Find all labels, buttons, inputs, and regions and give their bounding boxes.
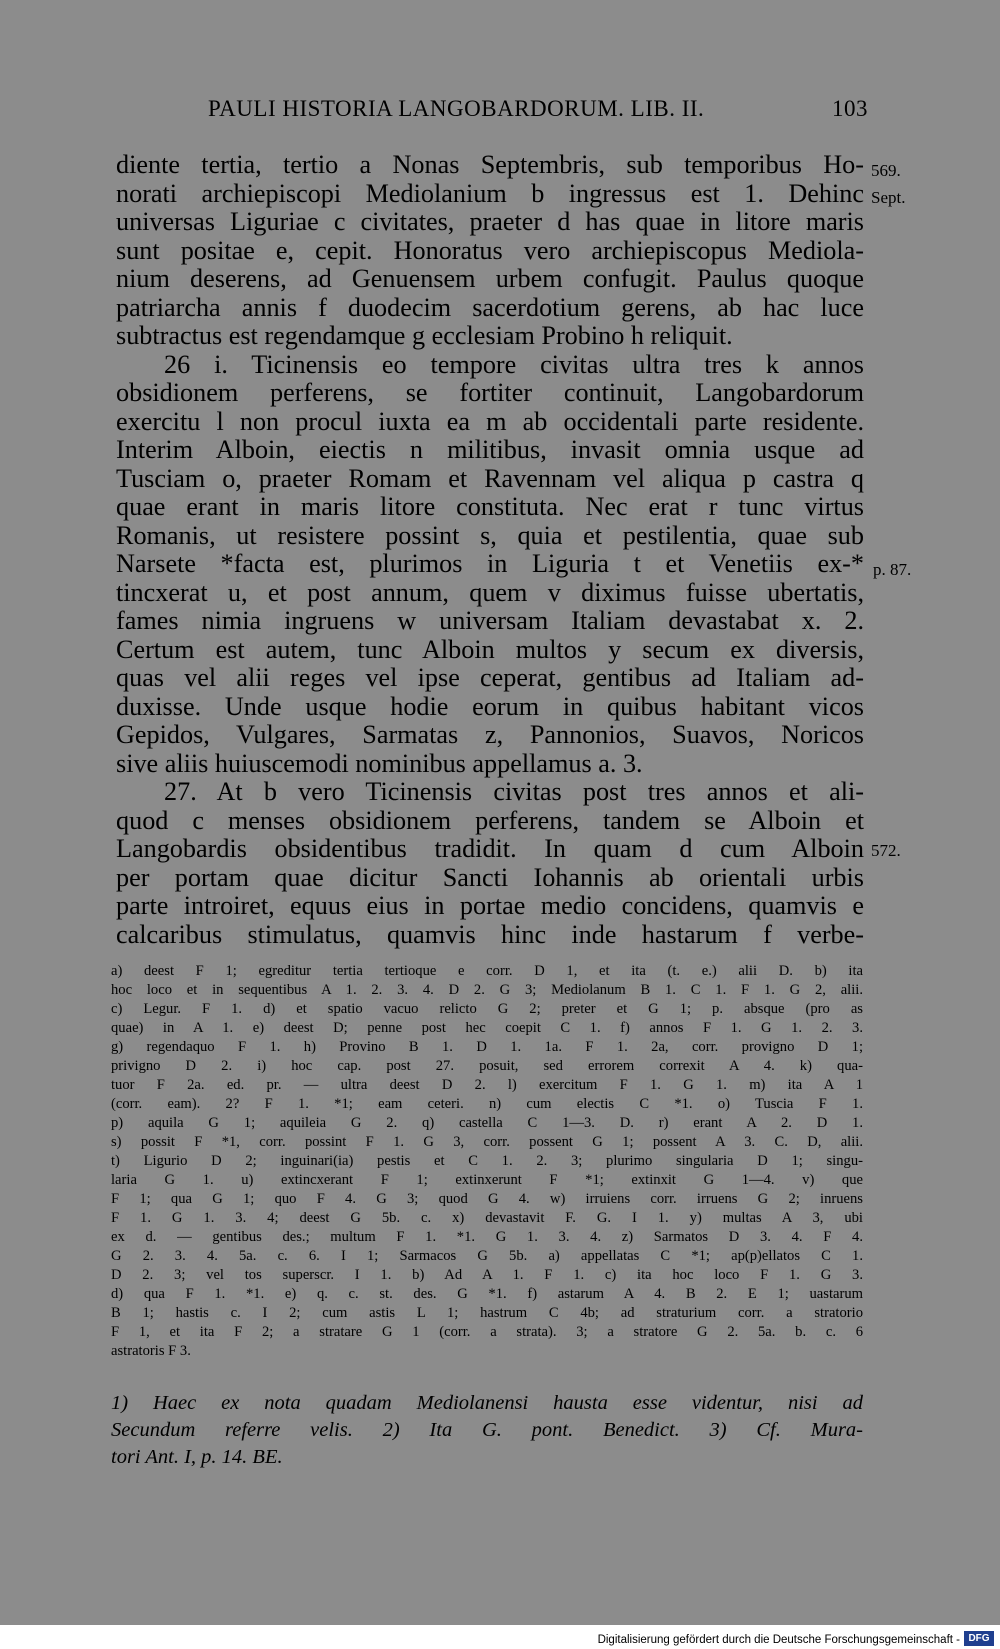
apparatus-line: t) Ligurio D 2; inguinari(ia) pestis et C 1. 2. 3; plurimo singularia D 1; singu-	[111, 1153, 863, 1169]
footnote-line: Secundum referre velis. 2) Ita G. pont. Benedict. 3) Cf. Mura-	[111, 1419, 863, 1441]
apparatus-line: F 1. G 1. 3. 4; deest G 5b. c. x) devastavit F. G. I 1. y) multas A 3, ubi	[111, 1210, 863, 1226]
chapter-start-26: 26 i. Ticinensis eo tempore civitas ultra tres k annos	[164, 349, 864, 379]
footnotes	[111, 1390, 863, 1471]
margin-month-sept: Sept.	[871, 188, 906, 207]
apparatus-line: tuor F 2a. ed. pr. — ultra deest D 2. l) exercitum F 1. G 1. m) ita A 1	[111, 1077, 863, 1093]
apparatus-line: astratoris F 3.	[111, 1343, 191, 1359]
text-line: tincxerat u, et post annum, quem v diximus fuisse ubertatis,	[116, 577, 864, 607]
apparatus-line: a) deest F 1; egreditur tertia tertioque e corr. D 1, et ita (t. e.) alii D. b) ita	[111, 963, 863, 979]
main-text	[116, 151, 864, 949]
dfg-logo: DFG	[964, 1631, 994, 1646]
chapter-start-27: 27. At b vero Ticinensis civitas post tres annos et ali-	[164, 777, 864, 806]
text-line: parte introiret, equus eius in portae medio concidens, quamvis e	[116, 891, 864, 920]
text-line: duxisse. Unde usque hodie eorum in quibus habitant vicos	[116, 691, 864, 721]
footnote-line: 1) Haec ex nota quadam Mediolanensi hausta esse videntur, nisi ad	[111, 1392, 863, 1414]
text-line: Tusciam o, praeter Romam et Ravennam vel aliqua p castra q	[116, 463, 864, 493]
funding-credit: Digitalisierung gefördert durch die Deutsche Forschungsgemeinschaft -	[597, 1634, 960, 1646]
text-line: quod c menses obsidionem perferens, tandem se Alboin et	[116, 805, 864, 835]
text-line: obsidionem perferens, se fortiter continuit, Langobardorum	[116, 378, 864, 407]
text-line: exercitu l non procul iuxta ea m ab occidentali parte residente.	[116, 406, 864, 436]
text-line: Romanis, ut resistere possint s, quia et pestilentia, quae sub	[116, 520, 864, 550]
margin-year-572: 572.	[871, 841, 901, 860]
apparatus-line: F 1, et ita F 2; a stratare G 1 (corr. a strata). 3; a stratore G 2. 5a. b. c. 6	[111, 1324, 863, 1340]
apparatus-line: G 2. 3. 4. 5a. c. 6. I 1; Sarmacos G 5b. a) appellatas C *1; ap(p)ellatos C 1.	[111, 1248, 863, 1264]
text-line: sunt positae e, cepit. Honoratus vero archiepiscopus Mediola-	[116, 235, 864, 265]
apparatus-line: hoc loco et in sequentibus A 1. 2. 3. 4. D 2. G 3; Mediolanum B 1. C 1. F 1. G 2, alii.	[111, 982, 863, 998]
text-line: diente tertia, tertio a Nonas Septembris, sub temporibus Ho-	[116, 150, 864, 179]
apparatus-line: privigno D 2. i) hoc cap. post 27. posuit, sed errorem correxit A 4. k) qua-	[111, 1058, 863, 1074]
footer-bar	[0, 1625, 1000, 1649]
text-line: patriarcha annis f duodecim sacerdotium gerens, ab hac luce	[116, 292, 864, 322]
apparatus-line: c) Legur. F 1. d) et spatio vacuo relicto G 2; preter et G 1; p. absque (pro as	[111, 1001, 863, 1017]
margin-page-ref: p. 87.	[873, 560, 912, 579]
running-header	[208, 96, 868, 132]
apparatus-line: ex d. — gentibus des.; multum F 1. *1. G 1. 3. 4. z) Sarmatos D 3. 4. F 4.	[111, 1229, 863, 1245]
text-line: Certum est autem, tunc Alboin multos y secum ex diversis,	[116, 634, 864, 664]
critical-apparatus	[111, 962, 863, 1361]
text-line: fames nimia ingruens w universam Italiam devastabat x. 2.	[116, 606, 864, 635]
running-title: PAULI HISTORIA LANGOBARDORUM. LIB. II.	[208, 96, 705, 121]
text-line: Interim Alboin, eiectis n militibus, invasit omnia usque ad	[116, 435, 864, 464]
page-number: 103	[832, 96, 868, 121]
text-line: norati archiepiscopi Mediolanium b ingressus est 1. Dehinc	[116, 178, 864, 208]
margin-year-569: 569.	[871, 161, 901, 180]
text-line: Narsete *facta est, plurimos in Liguria t et Venetiis ex-*	[116, 549, 864, 578]
footnote-line: tori Ant. I, p. 14. BE.	[111, 1446, 283, 1468]
apparatus-line: s) possit F *1, corr. possint F 1. G 3, corr. possent G 1; possent A 3. C. D, alii.	[111, 1134, 863, 1150]
text-line: quas vel alii reges vel ipse ceperat, gentibus ad Italiam ad-	[116, 663, 864, 692]
apparatus-line: quae) in A 1. e) deest D; penne post hec coepit C 1. f) annos F 1. G 1. 2. 3.	[111, 1020, 863, 1036]
text-line: Gepidos, Vulgares, Sarmatas z, Pannonios, Suavos, Noricos	[116, 720, 864, 749]
text-line: sive aliis huiuscemodi nominibus appellamus a. 3.	[116, 748, 643, 778]
text-line: nium deserens, ad Genuensem urbem confugit. Paulus quoque	[116, 264, 864, 293]
apparatus-line: laria G 1. u) extincxerant F 1; extinxerunt F *1; extinxit G 1—4. v) que	[111, 1172, 863, 1188]
text-line: subtractus est regendamque g ecclesiam Probino h reliquit.	[116, 321, 733, 350]
text-line: calcaribus stimulatus, quamvis hinc inde hastarum f verbe-	[116, 919, 864, 949]
apparatus-line: (corr. eam). 2? F 1. *1; eam ceteri. n) cum electis C *1. o) Tuscia F 1.	[111, 1096, 863, 1112]
text-line: universas Liguriae c civitates, praeter d has quae in litore maris	[116, 207, 864, 236]
text-line: per portam quae dicitur Sancti Iohannis ab orientali urbis	[116, 862, 864, 892]
apparatus-line: d) qua F 1. *1. e) q. c. st. des. G *1. f) astarum A 4. B 2. E 1; uastarum	[111, 1286, 863, 1302]
text-line: Langobardis obsidentibus tradidit. In quam d cum Alboin	[116, 834, 864, 863]
apparatus-line: p) aquila G 1; aquileia G 2. q) castella C 1—3. D. r) erant A 2. D 1.	[111, 1115, 863, 1131]
apparatus-line: B 1; hastis c. I 2; cum astis L 1; hastrum C 4b; ad straturium corr. a stratorio	[111, 1305, 863, 1321]
apparatus-line: g) regendaquo F 1. h) Provino B 1. D 1. 1a. F 1. 2a, corr. provigno D 1;	[111, 1039, 863, 1055]
apparatus-line: F 1; qua G 1; quo F 4. G 3; quod G 4. w) irruiens corr. irruens G 2; inruens	[111, 1191, 863, 1207]
apparatus-line: D 2. 3; vel tos superscr. I 1. b) Ad A 1. F 1. c) ita hoc loco F 1. G 3.	[111, 1267, 863, 1283]
text-line: quae erant in maris litore constituta. Nec erat r tunc virtus	[116, 492, 864, 521]
